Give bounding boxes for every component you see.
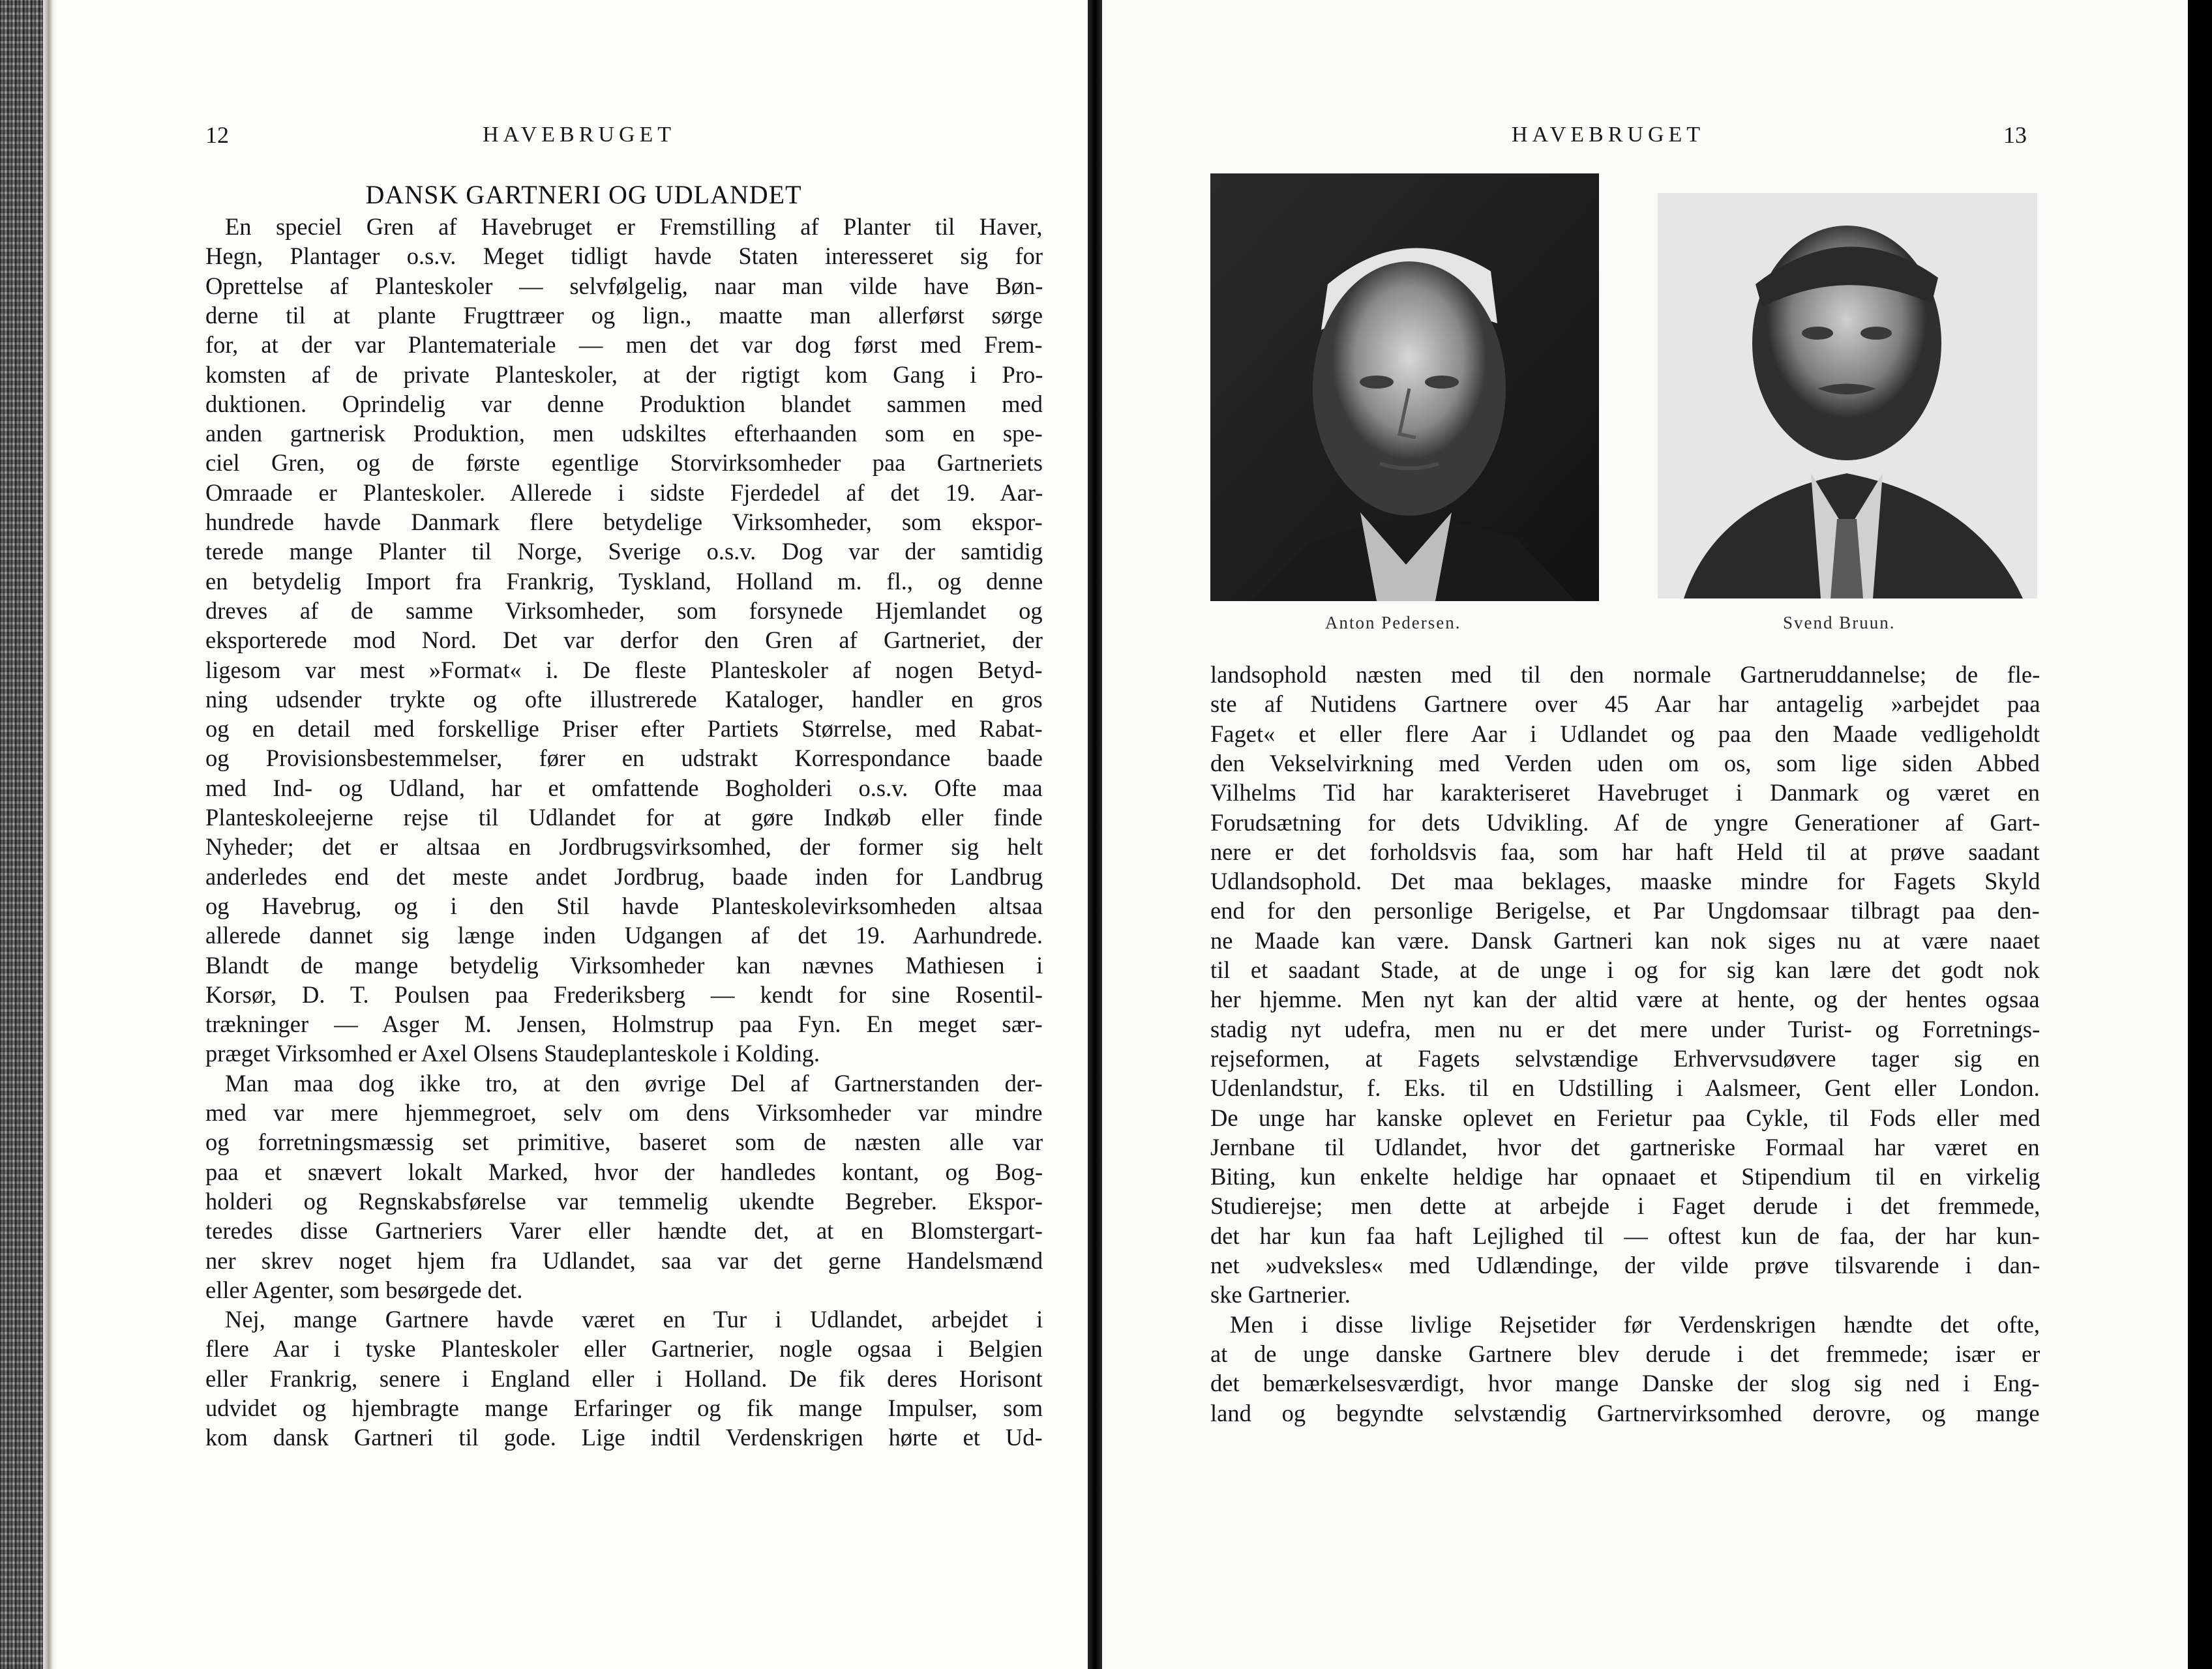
text-line: Blandt de mange betydelig Virksomheder kan nævnes Mathiesen i — [205, 951, 1043, 979]
photo-caption: Anton Pedersen. — [1325, 613, 1461, 632]
text-line: derne til at plante Frugttræer og lign., maatte man allerførst sørge — [205, 301, 1043, 329]
left-page — [57, 0, 1088, 1669]
text-line: Forudsætning for dets Udvikling. Af de yngre Generationer af Gart- — [1210, 808, 2040, 836]
book-gutter — [1088, 0, 1102, 1669]
portrait-photo-anton-pedersen — [1210, 173, 1599, 601]
text-line: teredes disse Gartneriers Varer eller hændte det, at en Blomstergart- — [205, 1217, 1043, 1245]
text-line: Man maa dog ikke tro, at den øvrige Del af Gartnerstanden der- — [225, 1069, 1043, 1097]
text-line: til et saadant Stade, at de unge i og for sig kan lære det godt nok — [1210, 956, 2040, 983]
photo-caption: Svend Bruun. — [1783, 613, 1896, 632]
text-line: Vilhelms Tid har karakteriseret Havebruget i Danmark og været en — [1210, 779, 2040, 806]
text-line: Oprettelse af Planteskoler — selvfølgelig, naar man vilde have Bøn- — [205, 272, 1043, 299]
text-line: komsten af de private Planteskoler, at der rigtigt kom Gang i Pro- — [205, 361, 1043, 388]
text-line: De unge har kanske oplevet en Ferietur paa Cykle, til Fods eller med — [1210, 1104, 2040, 1131]
chapter-heading: DANSK GARTNERI OG UDLANDET — [365, 180, 802, 209]
text-line: anden gartnerisk Produktion, men udskiltes efterhaanden som en spe- — [205, 420, 1043, 447]
text-line: Studierejse; men dette at arbejde i Faget derude i det fremmede, — [1210, 1192, 2040, 1220]
text-line: her hjemme. Men nyt kan der altid være at hente, og der hentes ogsaa — [1210, 986, 2040, 1013]
text-line: end for den personlige Berigelse, et Par Ungdomsaar tilbragt paa den- — [1210, 897, 2040, 924]
text-line: Udenlandstur, f. Eks. til en Udstilling i Aalsmeer, Gent eller London. — [1210, 1074, 2040, 1102]
text-line: ste af Nutidens Gartnere over 45 Aar har antagelig »arbejdet paa — [1210, 690, 2040, 718]
text-line: landsophold næsten med til den normale Gartneruddannelse; de fle- — [1210, 661, 2040, 688]
text-line: paa et snævert lokalt Marked, hvor der handledes kontant, og Bog- — [205, 1158, 1043, 1185]
text-line: for, at der var Plantemateriale — men det var dog først med Frem- — [205, 331, 1043, 359]
book-spine-edge — [0, 0, 43, 1669]
text-line: hundrede havde Danmark flere betydelige Virksomheder, som ekspor- — [205, 509, 1043, 535]
text-line: Biting, kun enkelte heldige har opnaaet et Stipendium til en virkelig — [1210, 1163, 2040, 1190]
text-line: Faget« et eller flere Aar i Udlandet og paa den Maade vedligeholdt — [1210, 720, 2040, 747]
text-line: og Provisionsbestemmelser, fører en udstrakt Korrespondance baade — [205, 745, 1043, 772]
text-line: kom dansk Gartneri til gode. Lige indtil Verdenskrigen hørte et Ud- — [205, 1424, 1043, 1451]
text-line: med var mere hjemmegroet, selv om dens Virksomheder var mindre — [205, 1099, 1043, 1126]
page-stack-edge — [43, 0, 57, 1669]
text-line: eksporterede mod Nord. Det var derfor den Gren af Gartneriet, der — [205, 627, 1043, 654]
text-line: Jernbane til Udlandet, hvor det gartneriske Formaal har været en — [1210, 1133, 2040, 1160]
text-line: den Vekselvirkning med Verden uden om os, som lige siden Abbed — [1210, 749, 2040, 776]
text-line: ciel Gren, og de første egentlige Storvirksomheder paa Gartneriets — [205, 449, 1043, 477]
text-line: En speciel Gren af Havebruget er Fremstilling af Planter til Haver, — [225, 213, 1043, 240]
text-line: flere Aar i tyske Planteskoler eller Gartnerier, nogle ogsaa i Belgien — [205, 1335, 1043, 1363]
text-line: det har kun faa haft Lejlighed til — oftest kun de faa, der har kun- — [1210, 1222, 2040, 1249]
text-line: terede mange Planter til Norge, Sverige o.s.v. Dog var der samtidig — [205, 538, 1043, 565]
text-line: trækninger — Asger M. Jensen, Holmstrup paa Fyn. En meget sær- — [205, 1011, 1043, 1038]
text-line: det bemærkelsesværdigt, hvor mange Danske der slog sig ned i Eng- — [1210, 1370, 2040, 1397]
text-line: nere er det forholdsvis faa, som har haft Held til at prøve saadant — [1210, 838, 2040, 865]
text-line: Korsør, D. T. Poulsen paa Frederiksberg — kendt for sine Rosentil- — [205, 981, 1043, 1008]
text-line: rejseformen, at Fagets selvstændige Erhvervsudøvere tager sig en — [1210, 1044, 2040, 1072]
text-line: en betydelig Import fra Frankrig, Tyskland, Holland m. fl., og denne — [205, 567, 1043, 595]
running-head: HAVEBRUGET — [1512, 123, 1705, 147]
page-number: 12 — [205, 122, 229, 148]
text-line: allerede dannet sig længe inden Udgangen af det 19. Aarhundrede. — [205, 922, 1043, 949]
text-line: Planteskoleejerne rejse til Udlandet for at gøre Indkøb eller finde — [205, 804, 1043, 831]
text-line: og Havebrug, og i den Stil havde Planteskolevirksomheden altsaa — [205, 892, 1043, 919]
text-line: eller Agenter, som besørgede det. — [205, 1276, 523, 1303]
text-line: og forretningsmæssig set primitive, baseret som de næsten alle var — [205, 1129, 1043, 1156]
text-line: og en detail med forskellige Priser efter Partiets Størrelse, med Rabat- — [205, 715, 1043, 743]
text-line: Men i disse livlige Rejsetider før Verdenskrigen hændte det ofte, — [1230, 1310, 2040, 1338]
text-line: eller Frankrig, senere i England eller i Holland. De fik deres Horisont — [205, 1365, 1043, 1392]
text-line: ligesom var mest »Format« i. De fleste Planteskoler af nogen Betyd- — [205, 656, 1043, 683]
text-line: Hegn, Plantager o.s.v. Meget tidligt havde Staten interesseret sig for — [205, 243, 1043, 270]
text-line: Nej, mange Gartnere havde været en Tur i Udlandet, arbejdet i — [225, 1306, 1043, 1333]
right-page — [1102, 0, 2188, 1669]
page-number: 13 — [2003, 122, 2027, 148]
text-line: anderledes end det meste andet Jordbrug, baade inden for Landbrug — [205, 863, 1043, 890]
text-line: Omraade er Planteskoler. Allerede i sidste Fjerdedel af det 19. Aar- — [205, 479, 1043, 506]
text-line: land og begyndte selvstændig Gartnervirksomhed derovre, og mange — [1210, 1399, 2040, 1426]
text-line: Nyheder; det er altsaa en Jordbrugsvirksomhed, der former sig helt — [205, 833, 1043, 861]
text-line: ne Maade kan være. Dansk Gartneri kan nok siges nu at være naaet — [1210, 926, 2040, 954]
text-line: udvidet og hjembragte mange Erfaringer og fik mange Impulser, som — [205, 1395, 1043, 1421]
text-line: dreves af de samme Virksomheder, som forsynede Hjemlandet og — [205, 597, 1043, 624]
text-line: ske Gartnerier. — [1210, 1281, 1351, 1308]
text-line: ning udsender trykte og ofte illustrerede Kataloger, handler en gros — [205, 685, 1043, 713]
running-head: HAVEBRUGET — [483, 123, 676, 147]
text-line: med Ind- og Udland, har et omfattende Bogholderi o.s.v. Ofte maa — [205, 774, 1043, 801]
portrait-photo-svend-bruun — [1658, 193, 2037, 598]
text-line: stadig nyt udefra, men nu er det mere under Turist- og Forretnings- — [1210, 1015, 2040, 1042]
text-line: holderi og Regnskabsførelse var temmelig ukendte Begreber. Ekspor- — [205, 1187, 1043, 1215]
text-line: at de unge danske Gartnere blev derude i det fremmede; især er — [1210, 1340, 2040, 1367]
text-line: net »udveksles« med Udlændinge, der vilde prøve tilsvarende i dan- — [1210, 1252, 2040, 1278]
text-line: ner skrev noget hjem fra Udlandet, saa var det gerne Handelsmænd — [205, 1247, 1043, 1274]
text-line: Udlandsophold. Det maa beklages, maaske mindre for Fagets Skyld — [1210, 868, 2040, 895]
text-line: duktionen. Oprindelig var denne Produktion blandet sammen med — [205, 390, 1043, 417]
text-line: præget Virksomhed er Axel Olsens Staudeplanteskole i Kolding. — [205, 1040, 820, 1067]
